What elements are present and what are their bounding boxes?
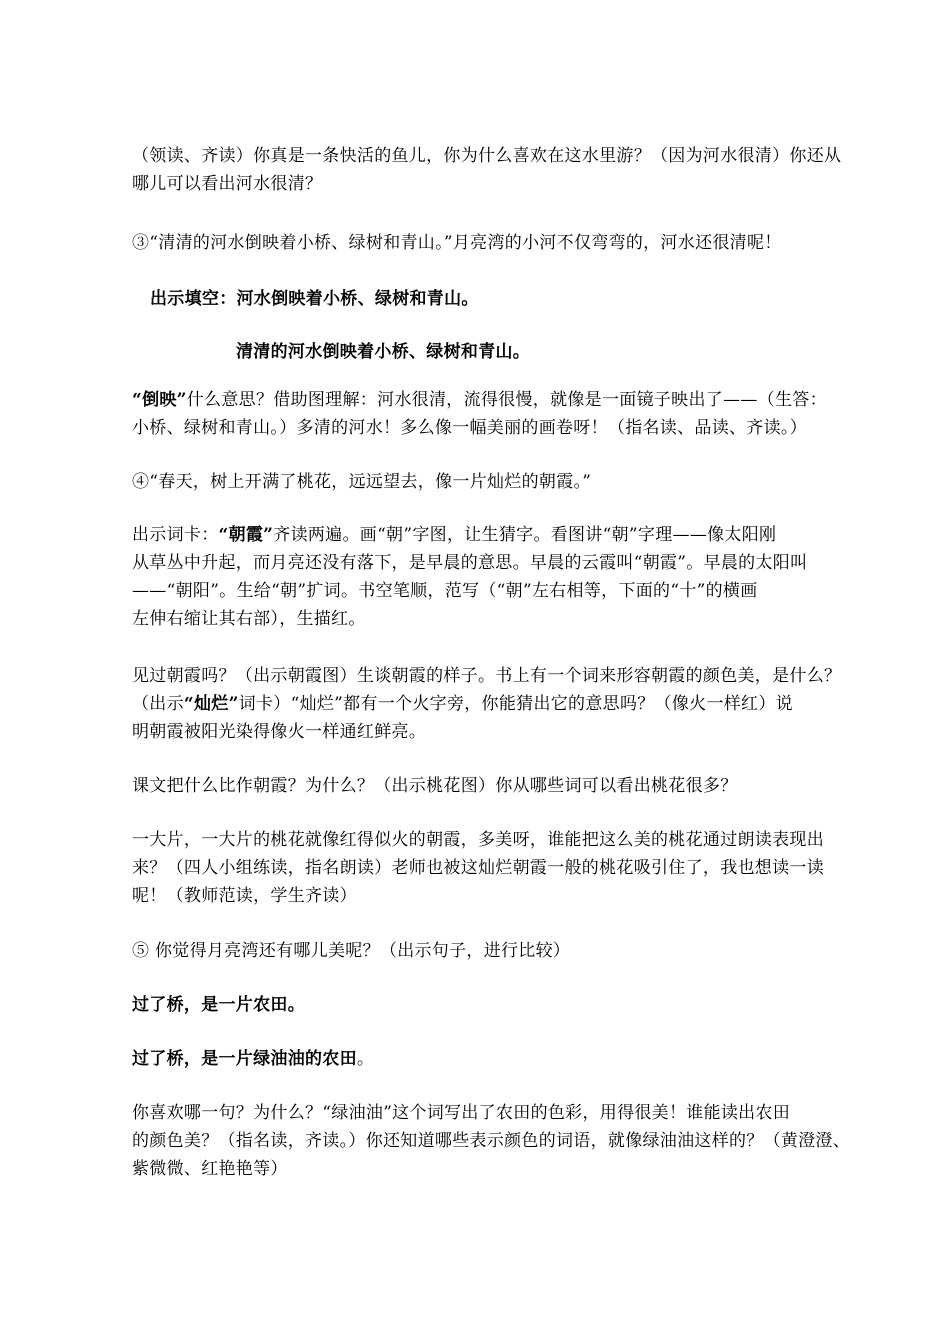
text-line: 小桥、绿树和青山。）多清的河水！多么像一幅美丽的画卷呀！（指名读、品读、齐读。） [132, 418, 807, 438]
text-line [132, 690, 857, 718]
paragraph-daoying [132, 386, 857, 442]
text-line: 哪儿可以看出河水很清？ [132, 174, 323, 194]
fill-blank-sentence [236, 338, 950, 366]
text-line: 过了桥，是一片农田。 [132, 995, 305, 1015]
text-line: 一大片，一大片的桃花就像红得似火的朝霞，多美呀，谁能把这么美的桃花通过朗读表现出 [132, 830, 824, 850]
text-line: 出示填空：河水倒映着小桥、绿树和青山。 [150, 289, 479, 309]
sentence-a [132, 991, 857, 1019]
text-run: 出示词卡： [132, 525, 219, 545]
text-run: 什么意思？借助图理解：河水很清，流得很慢，就像是一面镜子映出了——（生答： [186, 390, 827, 410]
paragraph-3 [132, 229, 857, 257]
text-line: ③“清清的河水倒映着小桥、绿树和青山。”月亮湾的小河不仅弯弯的，河水还很清呢！ [132, 233, 782, 253]
text-run: 词卡）“灿烂”都有一个火字旁，你能猜出它的意思吗？（像火一样红）说 [238, 694, 793, 714]
paragraph-fish [132, 142, 857, 198]
text-line: 来？（四人小组练读，指名朗读）老师也被这灿烂朝霞一般的桃花吸引住了，我也想读一读 [132, 858, 824, 878]
text-line: 从草丛中升起，而月亮还没有落下，是早晨的意思。早晨的云霞叫“朝霞”。早晨的太阳叫 [132, 553, 808, 573]
paragraph-taohua [132, 772, 857, 800]
paragraph-reading [132, 826, 857, 910]
text-line: （领读、齐读）你真是一条快活的鱼儿，你为什么喜欢在这水里游？（因为河水很清）你还从 [132, 146, 842, 166]
text-line: 呢！（教师范读，学生齐读） [132, 886, 357, 906]
bold-run: 过了桥，是一片绿油油的农田 [132, 1049, 357, 1069]
fill-blank-heading [150, 285, 875, 313]
text-line [132, 1045, 857, 1073]
text-line: 见过朝霞吗？（出示朝霞图）生谈朝霞的样子。书上有一个词来形容朝霞的颜色美，是什么？ [132, 666, 842, 686]
keyword-canlan: “灿烂” [183, 694, 239, 714]
paragraph-zhaoxia [132, 521, 857, 633]
paragraph-5 [132, 937, 857, 965]
text-line: 清清的河水倒映着小桥、绿树和青山。 [236, 342, 531, 362]
text-line: 左伸右缩让其右部），生描红。 [132, 609, 366, 629]
text-run: （出示 [132, 694, 184, 714]
keyword-daoying: “倒映” [132, 390, 187, 410]
sentence-b [132, 1045, 857, 1073]
text-run: 。 [356, 1049, 375, 1069]
text-line: ——“朝阳”。生给“朝”扩词。书空笔顺，范写（“朝”左右相等，下面的“十”的横画 [132, 581, 758, 601]
paragraph-4 [132, 468, 857, 496]
text-line: 的颜色美？（指名读，齐读。）你还知道哪些表示颜色的词语，就像绿油油这样的？（黄澄澄、 [132, 1131, 851, 1151]
text-line: ⑤ 你觉得月亮湾还有哪儿美呢？（出示句子，进行比较） [132, 941, 571, 961]
text-line: ④“春天，树上开满了桃花，远远望去，像一片灿烂的朝霞。” [132, 472, 592, 492]
text-line [132, 386, 857, 414]
text-run: 齐读两遍。画“朝”字图，让生猜字。看图讲“朝”字理——像太阳刚 [273, 525, 777, 545]
text-line: 明朝霞被阳光染得像火一样通红鲜亮。 [132, 722, 427, 742]
paragraph-colors [132, 1099, 857, 1183]
paragraph-canlan [132, 662, 857, 746]
keyword-zhaoxia: “朝霞” [218, 525, 274, 545]
text-line: 课文把什么比作朝霞？为什么？（出示桃花图）你从哪些词可以看出桃花很多？ [132, 776, 738, 796]
text-line: 紫微微、红艳艳等） [132, 1159, 288, 1179]
text-line: 你喜欢哪一句？为什么？“绿油油”这个词写出了农田的色彩，用得很美！谁能读出农田 [132, 1103, 791, 1123]
text-line [132, 521, 857, 549]
